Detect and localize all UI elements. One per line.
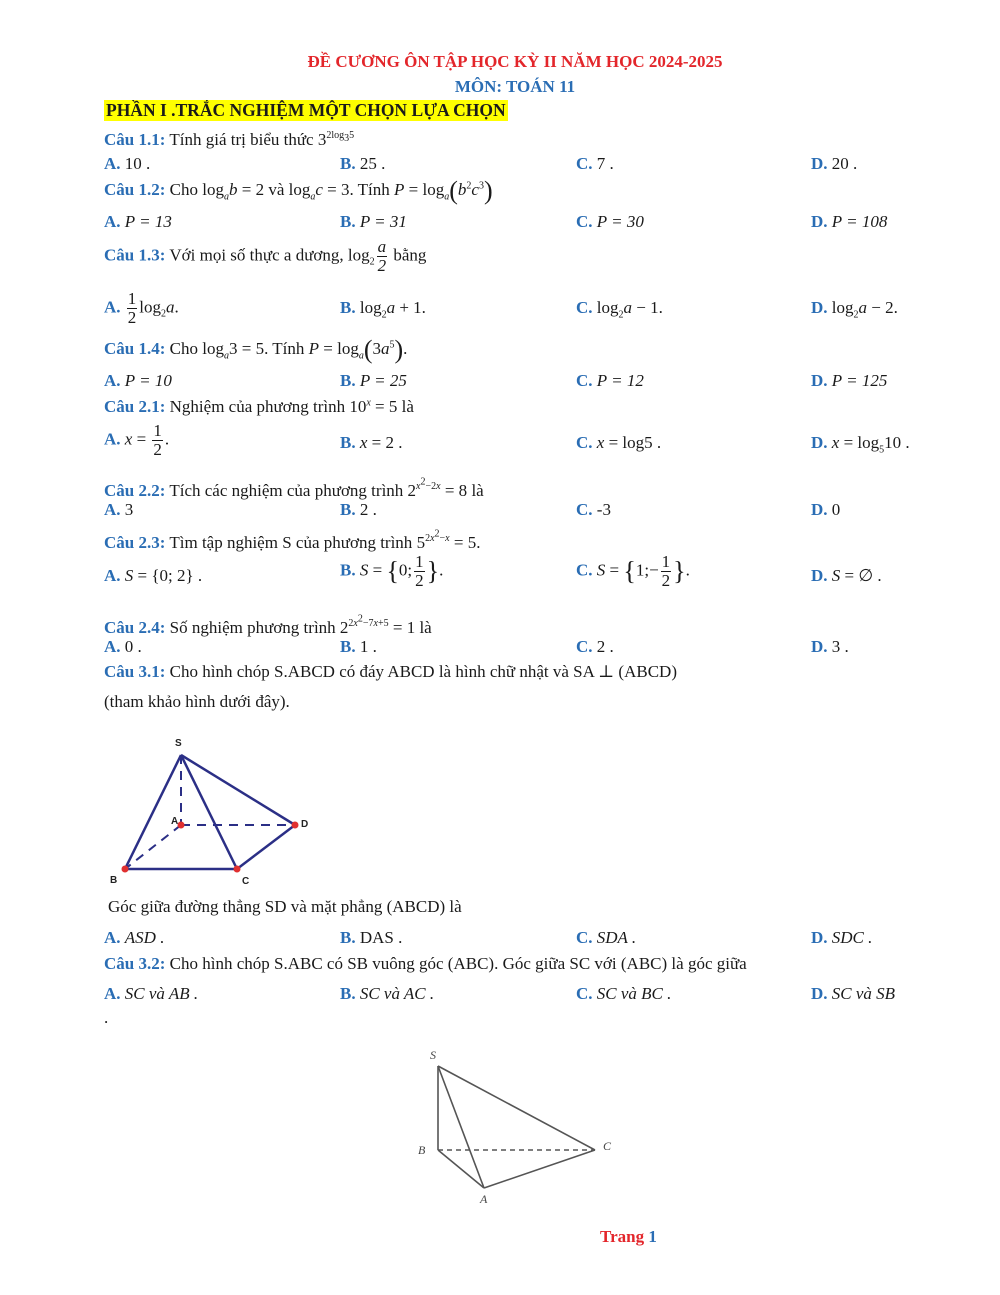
label-s: S	[430, 1048, 436, 1062]
q11-option-d[interactable]: D. 20 .	[811, 154, 858, 173]
question-3-1: Câu 3.1: Cho hình chóp S.ABCD có đáy ABCD là hình chữ nhật và SA ⊥ (ABCD)	[104, 662, 677, 681]
q13-option-a[interactable]: A. $\frac{1}{2}$ $\log_2a$.	[104, 289, 179, 327]
question-3-2: Câu 3.2: Cho hình chóp S.ABC có SB vuông góc (ABC). Góc giữa SC với (ABC) là góc giữa	[104, 954, 747, 973]
label-s: S	[175, 738, 182, 749]
question-1-2: Câu 1.2: Cho $\log_ab = 2$ và $\log_ac = 3$. Tính $P = \log_a(b^2c^3)$	[104, 176, 493, 206]
label-b: B	[418, 1143, 426, 1157]
q23-option-d[interactable]: D. S = ∅ .	[811, 566, 882, 585]
q23-option-a[interactable]: A. S = {0; 2} .	[104, 566, 203, 585]
question-3-1-note: (tham khảo hình dưới đây).	[104, 692, 290, 711]
q31-option-c[interactable]: C. SDA .	[576, 928, 637, 947]
q24-option-b[interactable]: B. 1 .	[340, 637, 377, 656]
q31-option-b[interactable]: B. DAS .	[340, 928, 403, 947]
q14-option-d[interactable]: D. P = 125	[811, 371, 888, 390]
stray-period: .	[104, 1008, 109, 1027]
q11-option-a[interactable]: A. 10 .	[104, 154, 151, 173]
q21-option-a[interactable]: A. x = $\frac{1}{2}$ .	[104, 421, 170, 459]
q21-option-d[interactable]: D. $x = \log_510$ .	[811, 433, 910, 456]
edge-sc	[438, 1066, 595, 1150]
q14-option-c[interactable]: C. P = 12	[576, 371, 644, 390]
q24-option-d[interactable]: D. 3 .	[811, 637, 849, 656]
document-title: ĐỀ CƯƠNG ÔN TẬP HỌC KỲ II NĂM HỌC 2024-2025	[307, 52, 723, 71]
q14-option-a[interactable]: A. P = 10	[104, 371, 172, 390]
q13-option-c[interactable]: C. $\log_2a - 1$.	[576, 298, 663, 321]
question-3-1-stem: Góc giữa đường thẳng SD và mặt phẳng (ABCD) là	[108, 897, 462, 916]
q11-option-b[interactable]: B. 25 .	[340, 154, 386, 173]
math-expression: $3^{2log_35}$	[317, 130, 355, 149]
label-d: D	[301, 819, 309, 830]
label-b: B	[110, 875, 118, 886]
q22-option-a[interactable]: A. 3	[104, 500, 134, 519]
q31-option-a[interactable]: A. ASD .	[104, 928, 165, 947]
question-1-1: Câu 1.1: Tính giá trị biểu thức $3^{2log_35}$	[104, 130, 355, 149]
pyramid-sabcd-figure	[100, 730, 330, 890]
q31-option-d[interactable]: D. SDC .	[811, 928, 873, 947]
q32-option-b[interactable]: B. SC và AC .	[340, 984, 435, 1003]
edge-sb	[125, 755, 181, 869]
question-2-1: Câu 2.1: Nghiệm của phương trình $10^x = 5$ là	[104, 397, 414, 416]
q12-option-c[interactable]: C. P = 30	[576, 212, 644, 231]
question-2-4: Câu 2.4: Số nghiệm phương trình $2^{2x^2-7x+5} = 1$ là	[104, 614, 432, 637]
question-2-3: Câu 2.3: Tìm tập nghiệm S của phương trình $5^{2x^2-x} = 5$.	[104, 529, 481, 552]
q23-option-b[interactable]: B. S = {0; $\frac{1}{2}$ }.	[340, 552, 444, 590]
q13-option-d[interactable]: D. $\log_2a - 2$.	[811, 298, 898, 321]
question-1-3: Câu 1.3: Với mọi số thực a dương, $\log_2$ $\frac{a}{2}$ bằng	[104, 237, 427, 275]
label-c: C	[242, 876, 250, 887]
q12-option-d[interactable]: D. P = 108	[811, 212, 888, 231]
page-footer: Trang 1	[600, 1227, 657, 1246]
vertex-d	[292, 822, 299, 829]
q24-option-a[interactable]: A. 0 .	[104, 637, 142, 656]
q12-option-b[interactable]: B. P = 31	[340, 212, 407, 231]
label-a: A	[480, 1192, 488, 1206]
question-2-2: Câu 2.2: Tích các nghiệm của phương trình $2^{x^2-2x} = 8$ là	[104, 477, 484, 500]
q11-option-c[interactable]: C. 7 .	[576, 154, 614, 173]
question-1-4: Câu 1.4: Cho $\log_a3 = 5$. Tính $P = \log_a(3a^5)$.	[104, 335, 408, 365]
math-expression: $\log_ab = 2$ và $\log_ac = 3$. Tính $P = \log_a(b^2c^3)$	[202, 176, 493, 206]
vertex-c	[234, 866, 241, 873]
pyramid-sabc-figure	[400, 1040, 640, 1210]
q21-option-c[interactable]: C. x = log5 .	[576, 433, 662, 452]
edge-ac	[484, 1150, 595, 1188]
q14-option-b[interactable]: B. P = 25	[340, 371, 407, 390]
q32-option-a[interactable]: A. SC và AB .	[104, 984, 199, 1003]
label-a: A	[171, 816, 179, 827]
document-subject: MÔN: TOÁN 11	[454, 77, 576, 96]
q12-option-a[interactable]: A. P = 13	[104, 212, 172, 231]
section-title: PHẦN I .TRẮC NGHIỆM MỘT CHỌN LỰA CHỌN	[106, 100, 506, 120]
edge-cd	[237, 825, 295, 869]
q22-option-c[interactable]: C. -3	[576, 500, 611, 519]
q23-option-c[interactable]: C. S = {1;− $\frac{1}{2}$ }.	[576, 552, 690, 590]
label-c: C	[603, 1139, 612, 1153]
q32-option-d[interactable]: D. SC và SB	[811, 984, 896, 1003]
q24-option-c[interactable]: C. 2 .	[576, 637, 614, 656]
edge-ab-hidden	[125, 825, 181, 869]
vertex-b	[122, 866, 129, 873]
q21-option-b[interactable]: B. x = 2 .	[340, 433, 403, 452]
q13-option-b[interactable]: B. $\log_2a + 1$.	[340, 298, 426, 321]
q32-option-c[interactable]: C. SC và BC .	[576, 984, 672, 1003]
vertex-a	[178, 822, 185, 829]
q22-option-b[interactable]: B. 2 .	[340, 500, 377, 519]
q22-option-d[interactable]: D. 0	[811, 500, 841, 519]
